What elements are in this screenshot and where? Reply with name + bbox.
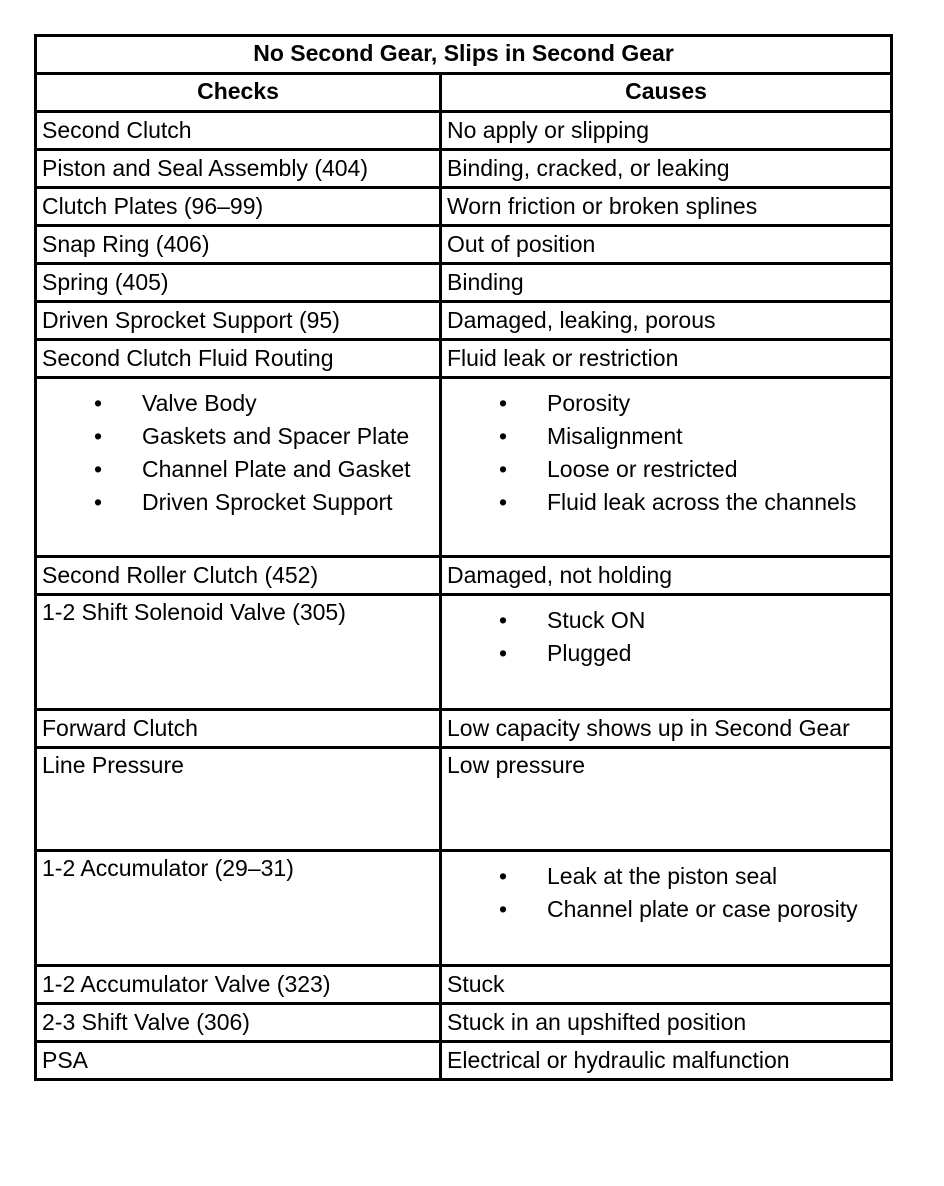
list-item: • Gaskets and Spacer Plate	[42, 420, 434, 453]
causes-header: Causes	[441, 74, 892, 112]
table-row	[36, 557, 892, 595]
table-row	[36, 264, 892, 302]
list-item: • Channel plate or case porosity	[447, 893, 885, 926]
bullet-icon: •	[94, 423, 103, 449]
cause-bullet-list	[447, 860, 885, 926]
cause-cell: Out of position	[441, 226, 892, 264]
check-cell: PSA	[36, 1042, 441, 1080]
bullet-icon: •	[94, 489, 103, 515]
table-row	[36, 710, 892, 748]
bullet-icon: •	[499, 640, 508, 666]
table-row	[36, 378, 892, 557]
cause-cell: Low capacity shows up in Second Gear	[441, 710, 892, 748]
diagnosis-table	[34, 34, 893, 1081]
check-cell: 1-2 Shift Solenoid Valve (305)	[36, 595, 441, 710]
bullet-icon: •	[499, 607, 508, 633]
check-cell: Snap Ring (406)	[36, 226, 441, 264]
cause-bullet-list	[447, 604, 885, 670]
table-row	[36, 188, 892, 226]
table-row	[36, 302, 892, 340]
checks-header: Checks	[36, 74, 441, 112]
table-title: No Second Gear, Slips in Second Gear	[36, 36, 892, 74]
list-item: • Valve Body	[42, 387, 434, 420]
list-item: • Misalignment	[447, 420, 885, 453]
check-cell: Clutch Plates (96–99)	[36, 188, 441, 226]
cause-cell: Damaged, leaking, porous	[441, 302, 892, 340]
list-item: • Fluid leak across the channels	[447, 486, 885, 519]
list-item: • Leak at the piston seal	[447, 860, 885, 893]
table-row	[36, 595, 892, 710]
list-item: • Channel Plate and Gasket	[42, 453, 434, 486]
check-cell: Second Clutch	[36, 112, 441, 150]
table-row	[36, 226, 892, 264]
check-cell	[36, 378, 441, 557]
list-item: • Plugged	[447, 637, 885, 670]
check-cell: 2-3 Shift Valve (306)	[36, 1004, 441, 1042]
check-cell: Second Clutch Fluid Routing	[36, 340, 441, 378]
cause-cell	[441, 378, 892, 557]
cause-cell: Low pressure	[441, 748, 892, 851]
table-row	[36, 748, 892, 851]
cause-cell: Fluid leak or restriction	[441, 340, 892, 378]
table-row	[36, 851, 892, 966]
cause-cell: Electrical or hydraulic malfunction	[441, 1042, 892, 1080]
list-item: • Loose or restricted	[447, 453, 885, 486]
cause-cell: No apply or slipping	[441, 112, 892, 150]
table-row	[36, 1004, 892, 1042]
cause-cell: Binding	[441, 264, 892, 302]
check-cell: Line Pressure	[36, 748, 441, 851]
check-cell: Driven Sprocket Support (95)	[36, 302, 441, 340]
cause-cell: Binding, cracked, or leaking	[441, 150, 892, 188]
cause-cell	[441, 595, 892, 710]
check-cell: Second Roller Clutch (452)	[36, 557, 441, 595]
check-cell: Spring (405)	[36, 264, 441, 302]
table-row	[36, 340, 892, 378]
bullet-icon: •	[499, 489, 508, 515]
check-cell: 1-2 Accumulator (29–31)	[36, 851, 441, 966]
table-row	[36, 1042, 892, 1080]
list-item: • Porosity	[447, 387, 885, 420]
bullet-icon: •	[94, 456, 103, 482]
bullet-icon: •	[499, 863, 508, 889]
bullet-icon: •	[499, 896, 508, 922]
table-row	[36, 112, 892, 150]
bullet-icon: •	[499, 423, 508, 449]
cause-bullet-list	[447, 387, 885, 519]
table-row	[36, 966, 892, 1004]
check-cell: Forward Clutch	[36, 710, 441, 748]
bullet-icon: •	[499, 390, 508, 416]
bullet-icon: •	[499, 456, 508, 482]
cause-cell: Stuck in an upshifted position	[441, 1004, 892, 1042]
cause-cell: Worn friction or broken splines	[441, 188, 892, 226]
cause-cell	[441, 851, 892, 966]
list-item: • Stuck ON	[447, 604, 885, 637]
bullet-icon: •	[94, 390, 103, 416]
check-cell: Piston and Seal Assembly (404)	[36, 150, 441, 188]
list-item: • Driven Sprocket Support	[42, 486, 434, 519]
cause-cell: Damaged, not holding	[441, 557, 892, 595]
check-bullet-list	[42, 387, 434, 519]
cause-cell: Stuck	[441, 966, 892, 1004]
check-cell: 1-2 Accumulator Valve (323)	[36, 966, 441, 1004]
table-row	[36, 150, 892, 188]
